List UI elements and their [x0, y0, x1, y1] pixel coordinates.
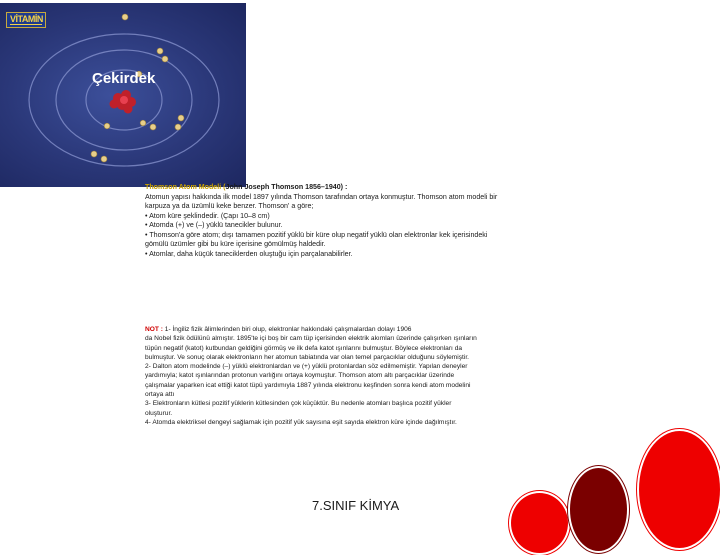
paragraph-line: • Atom küre şeklindedir. (Çapı 10–8 cm) — [145, 211, 270, 220]
note-line: 2- Dalton atom modelinde (–) yüklü elektronlardan ve (+) yüklü protonlardan söz edilmemiştir. Yapılan deneyler — [145, 363, 468, 371]
note-line: tüpün negatif (katot) kutbundan geldiğini görmüş ve ilk defa katot ışınlarını bulmuştur. Böylece elektronları da — [145, 344, 463, 352]
paragraph-line: • Thomson'a göre atom; dışı tamamen pozitif yüklü bir küre olup negatif yüklü olan elektronlar kek içerisindeki — [145, 230, 488, 239]
note-line: çalışmalar yaparken icat ettiği katot tüpü yardımıyla 1887 yılında elektronu keşfinden sonra kendi atom modelini — [145, 381, 471, 389]
note-line: NOT : 1- İngiliz fizik âlimlerinden biri olup, elektronlar hakkındaki çalışmalardan dolayı 1906 — [145, 326, 412, 333]
note-line: 4- Atomda elektriksel dengeyi sağlamak için pozitif yük sayısına eşit sayıda elektron küre içinde dağılmıştır. — [145, 418, 457, 426]
note-line: oluşturur. — [145, 409, 173, 417]
electron — [175, 124, 181, 130]
decor-circle-red-large — [637, 429, 720, 550]
paragraph-line: • Atomlar, daha küçük taneciklerden oluştuğu için parçalanabilirler. — [145, 249, 353, 258]
paragraph-line: • Atomda (+) ve (–) yüklü tanecikler bulunur. — [145, 221, 283, 229]
logo-text: VİTAMİN — [10, 14, 43, 24]
nucleus — [110, 90, 137, 114]
section-heading: Thomson Atom Modeli (John Joseph Thomson 1856–1940) : — [145, 183, 348, 191]
note-line: da Nobel fizik ödülünü almıştır. 1895'te içi boş bir cam tüp içerisinden elektrik akımları üzerinde çalışırken ışınların — [145, 335, 477, 343]
note-label: NOT : — [145, 326, 163, 333]
electron — [150, 124, 156, 130]
note-text — [145, 325, 587, 427]
thomson-text — [145, 183, 587, 259]
note-line: ortaya attı — [145, 391, 175, 399]
nucleus-label: Çekirdek — [92, 70, 156, 87]
paragraph-line: Atomun yapısı hakkında ilk model 1897 yılında Thomson tarafından ortaya konmuştur. Thomson atom modeli bir — [145, 192, 498, 201]
electron — [162, 56, 168, 62]
atom-illustration — [0, 3, 246, 187]
electron — [178, 115, 184, 121]
electron — [91, 151, 97, 157]
electrons — [91, 14, 184, 162]
footer-label: 7.SINIF KİMYA — [312, 498, 400, 513]
decor-circle-red-small — [509, 491, 570, 555]
note-line: yardımıyla; katot ışınlarından protonun varlığını ortaya koymuştur. Thomson atom altı parçacıklar üzerinde — [145, 372, 455, 380]
note-line: bulmuştur. Ve sonuç olarak elektronların her atomun tabiatında var olan temel parçacıklar olduğunu söylemiştir. — [145, 353, 470, 361]
electron — [140, 120, 146, 126]
paragraph-line: karpuza ya da üzümlü keke benzer. Thomson' a göre; — [145, 202, 314, 210]
electron — [122, 14, 128, 20]
atom-diagram — [0, 3, 246, 187]
electron — [101, 156, 107, 162]
electron — [104, 123, 110, 129]
electron — [157, 48, 163, 54]
note-line: 3- Elektronların kütlesi pozitif yüklerin kütlesinden çok küçüktür. Bu nedenle atomları başlıca pozitif yükler — [145, 400, 452, 408]
paragraph-line: gömülü üzümler gibi bu küre içerisine gömülmüş haldedir. — [145, 240, 326, 248]
